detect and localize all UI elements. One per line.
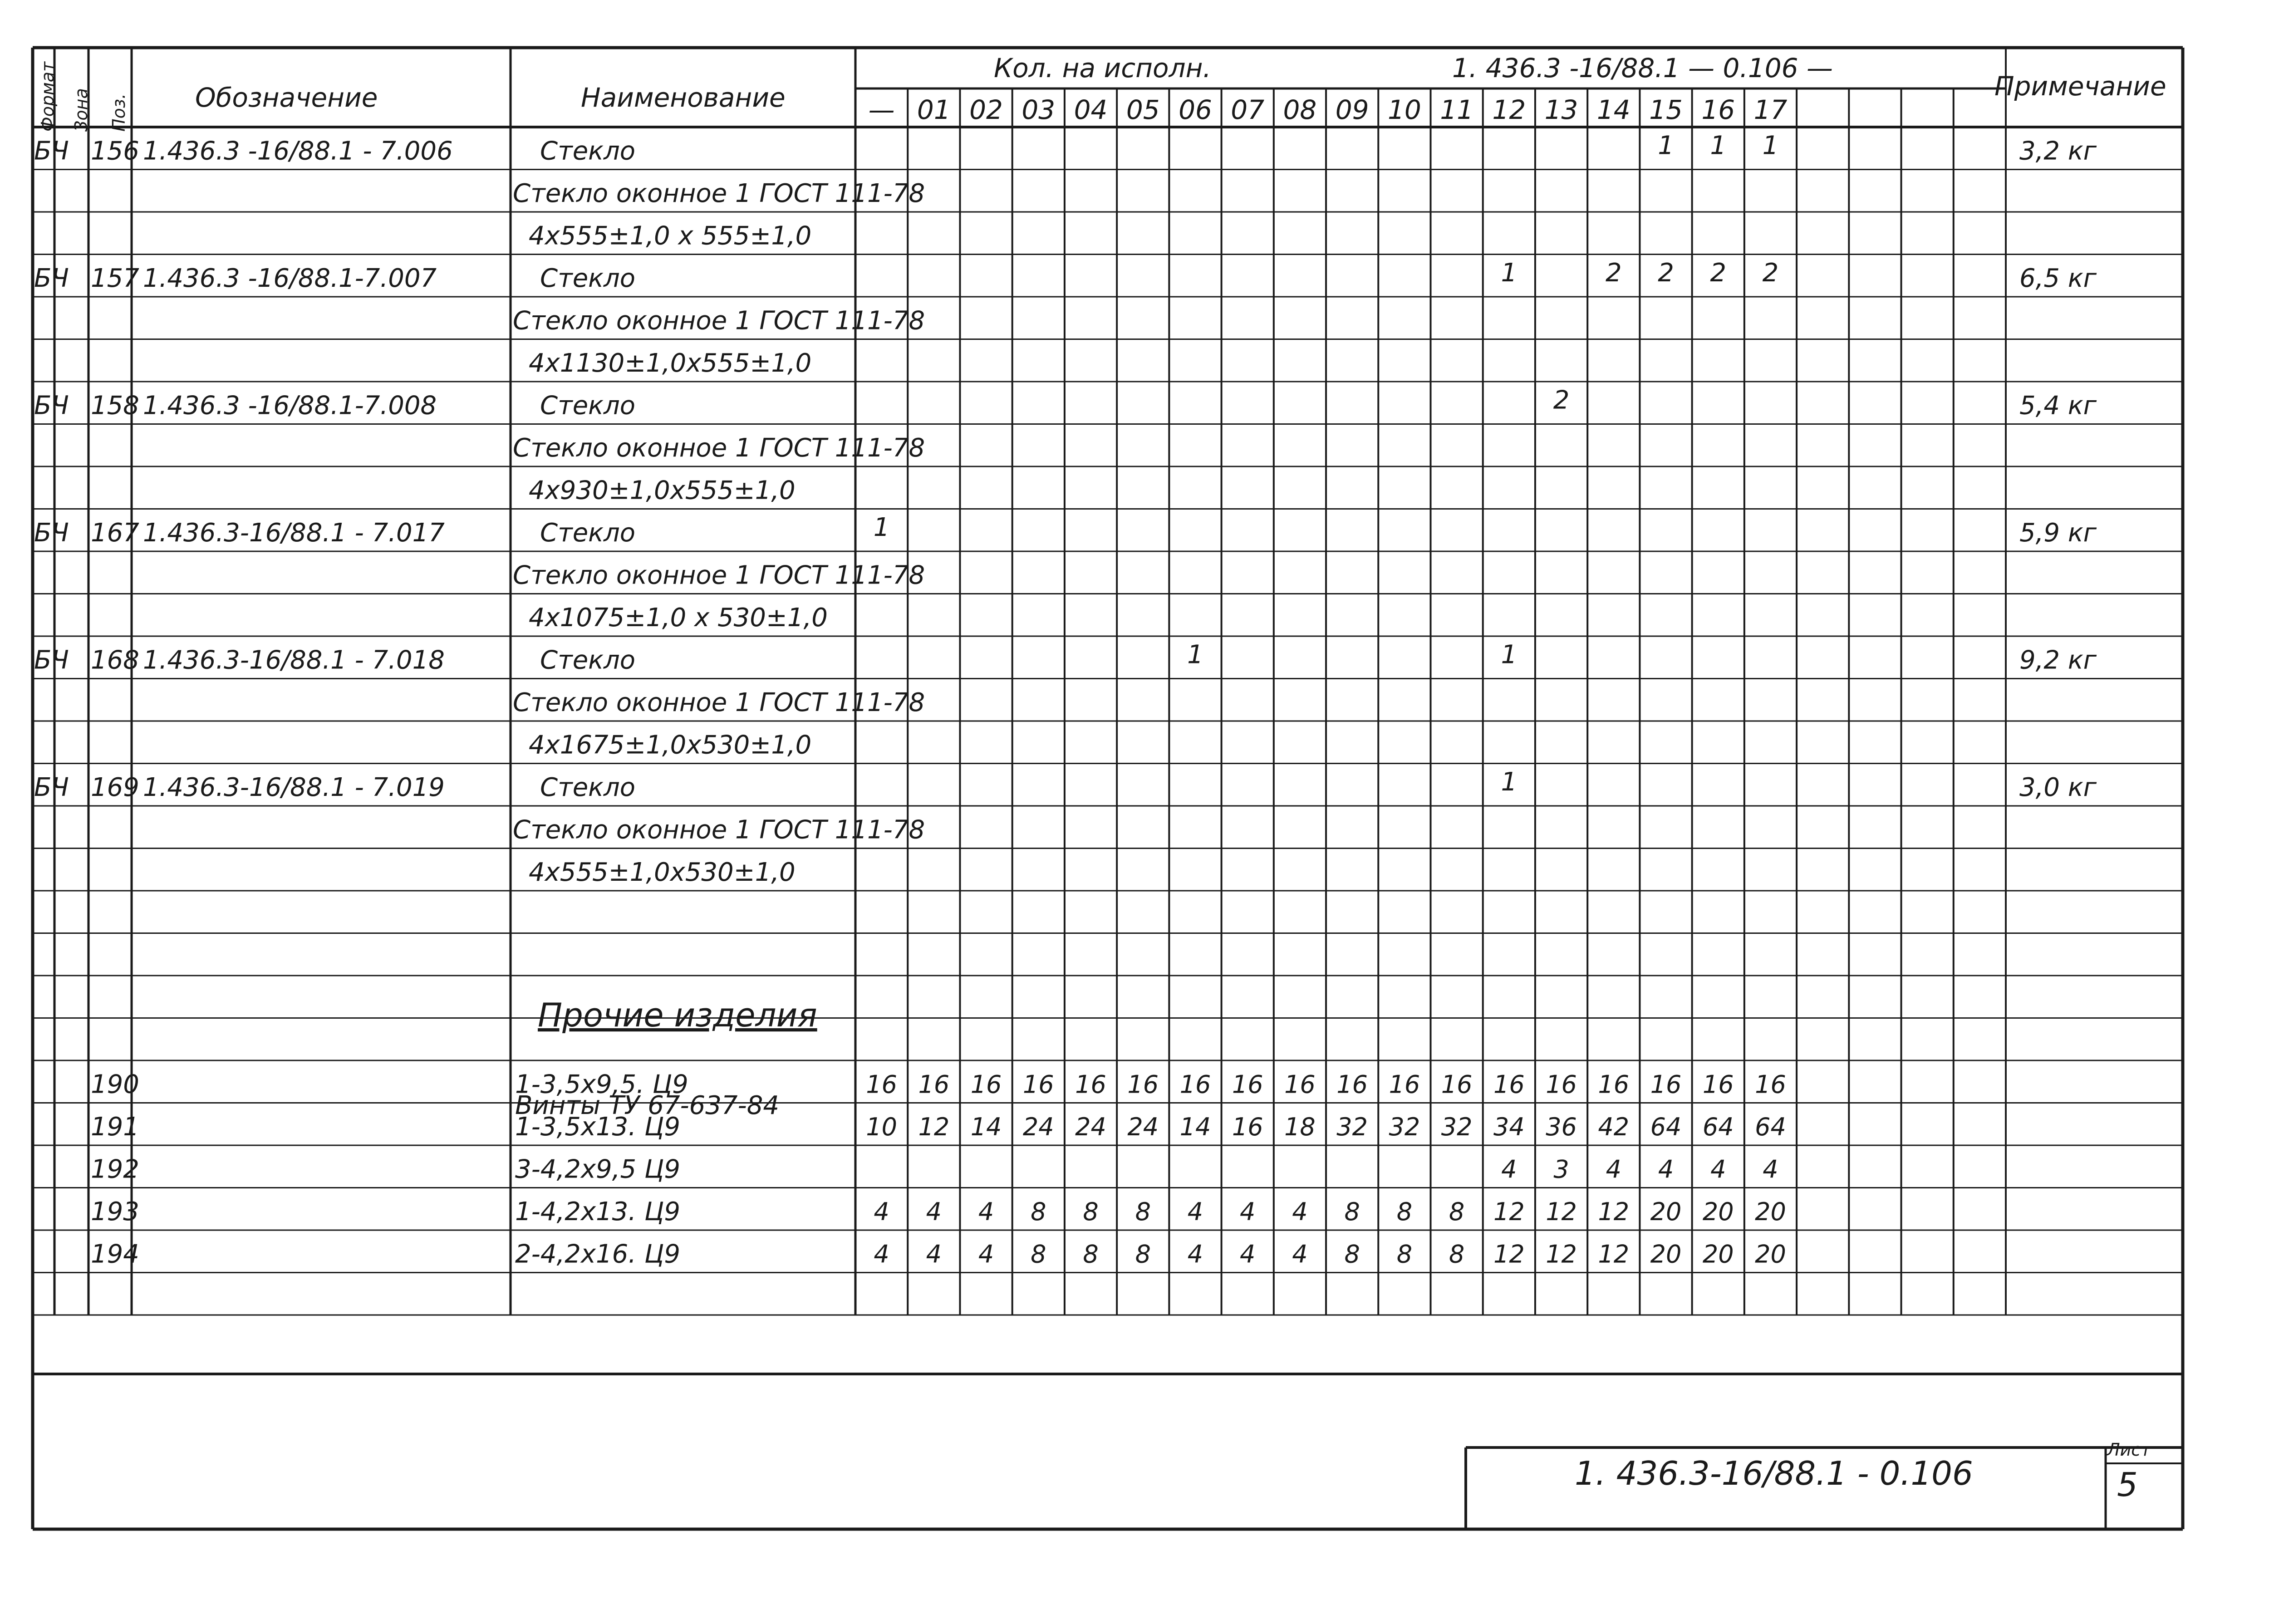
glass-row-material: Стекло оконное 1 ГОСТ 111-78 [513,688,925,717]
other-row-qty: 3 [1553,1155,1569,1184]
glass-row-pos: 158 [91,391,139,421]
other-row-qty: 16 [1232,1070,1263,1099]
variant-label: 14 [1596,94,1631,125]
other-row-qty: 16 [970,1070,1002,1099]
glass-row-name: Стекло [540,645,636,675]
other-row-name: 1-3,5x13. Ц9 [515,1112,680,1142]
variant-label: 04 [1074,94,1108,125]
other-row-qty: 8 [1396,1197,1413,1226]
other-row-pos: 192 [91,1154,139,1184]
other-row-qty: 4 [1292,1197,1308,1226]
glass-row-pos: 156 [91,136,139,166]
other-row-qty: 16 [866,1070,897,1099]
other-row-qty: 8 [1344,1240,1360,1269]
other-row-qty: 16 [1127,1070,1159,1099]
variant-label: 11 [1440,94,1474,125]
header-format: Формат [38,61,58,132]
other-row-qty: 24 [1075,1113,1106,1141]
other-row-qty: 4 [1187,1240,1203,1269]
glass-row-pos: 157 [91,264,139,293]
glass-row-qty: 1 [873,513,890,542]
other-row-name: 1-3,5x9,5. Ц9 [515,1070,688,1099]
glass-row-pos: 168 [91,645,139,675]
other-row-qty: 64 [1755,1113,1786,1141]
glass-items [34,131,2097,888]
other-row-qty: 16 [1336,1070,1368,1099]
section-subheader: Винты ТУ 67-637-84 [515,1091,780,1120]
variant-label: 01 [917,94,951,125]
other-row-qty: 16 [1650,1070,1682,1099]
glass-row-material: Стекло оконное 1 ГОСТ 111-78 [513,560,925,590]
other-row-qty: 12 [1493,1197,1525,1226]
other-row-qty: 16 [1179,1070,1211,1099]
other-row-qty: 32 [1389,1113,1420,1141]
glass-row-qty: 1 [1762,131,1779,161]
other-row-qty: 8 [1449,1240,1465,1269]
glass-row-designation: 1.436.3 -16/88.1-7.008 [143,391,437,421]
other-row-qty: 16 [1022,1070,1054,1099]
variant-label: 16 [1701,94,1735,125]
other-row-qty: 16 [1493,1070,1525,1099]
glass-row-name: Стекло [540,518,636,548]
other-row-qty: 4 [926,1240,942,1269]
glass-row-note: 5,4 кг [2019,391,2097,421]
glass-row-name: Стекло [540,264,636,293]
other-row-qty: 4 [1240,1197,1256,1226]
glass-row-size: 4x555±1,0 x 555±1,0 [529,221,812,251]
glass-row-note: 9,2 кг [2019,645,2097,675]
glass-row-note: 3,2 кг [2019,136,2097,166]
other-row-qty: 64 [1702,1113,1734,1141]
glass-row-qty: 1 [1658,131,1674,161]
glass-row-format: БЧ [34,391,69,421]
other-row-qty: 34 [1493,1113,1525,1141]
glass-row-qty: 1 [1187,640,1203,670]
glass-row-pos: 169 [91,773,139,802]
other-row-qty: 64 [1650,1113,1682,1141]
glass-row-qty: 2 [1553,385,1570,415]
glass-row-size: 4x930±1,0x555±1,0 [529,476,796,505]
other-row-qty: 4 [978,1240,994,1269]
other-row-qty: 4 [1658,1155,1674,1184]
glass-row-qty: 1 [1501,640,1518,670]
glass-row-qty: 2 [1710,258,1727,288]
other-row-name: 1-4,2x13. Ц9 [515,1197,680,1227]
glass-row-format: БЧ [34,136,69,166]
other-row-qty: 4 [874,1197,889,1226]
header-qty-title: Кол. на исполн. [994,53,1211,83]
variant-label: 10 [1387,94,1421,125]
other-row-qty: 12 [1598,1197,1630,1226]
header-name: Наименование [581,82,786,113]
other-row-qty: 24 [1022,1113,1054,1141]
variant-label: 15 [1649,94,1683,125]
other-row-qty: 8 [1031,1197,1046,1226]
other-row-qty: 8 [1083,1240,1099,1269]
other-row-qty: 4 [926,1197,942,1226]
glass-row-size: 4x555±1,0x530±1,0 [529,858,796,887]
glass-row-qty: 1 [1710,131,1727,161]
other-row-qty: 4 [1187,1197,1203,1226]
variant-label: 05 [1126,94,1160,125]
other-row-qty: 12 [1546,1197,1577,1226]
other-row-qty: 16 [1702,1070,1734,1099]
variant-label: 08 [1283,94,1317,125]
glass-row-name: Стекло [540,773,636,802]
variant-header-row [869,94,1788,125]
other-row-qty: 12 [918,1113,950,1141]
variant-label: 03 [1022,94,1056,125]
other-row-qty: 16 [1441,1070,1473,1099]
other-row-name: 2-4,2x16. Ц9 [515,1239,680,1269]
other-row-qty: 4 [1763,1155,1778,1184]
header-note: Примечание [1994,71,2166,102]
glass-row-qty: 1 [1501,258,1518,288]
header-zone: Зона [71,88,91,132]
other-row-qty: 12 [1598,1240,1630,1269]
glass-row-name: Стекло [540,136,636,166]
glass-row-designation: 1.436.3 -16/88.1 - 7.006 [143,136,453,166]
stamp-sheet-label: Лист [2107,1440,2151,1460]
other-items [91,1070,1786,1269]
stamp-sheet-number: 5 [2117,1466,2138,1504]
other-row-qty: 14 [1179,1113,1211,1141]
header-pos: Поз. [109,93,129,132]
other-row-qty: 4 [978,1197,994,1226]
other-row-qty: 32 [1336,1113,1368,1141]
other-row-qty: 24 [1127,1113,1159,1141]
other-row-pos: 191 [91,1112,139,1142]
other-row-qty: 12 [1546,1240,1577,1269]
glass-row-name: Стекло [540,391,636,421]
other-row-qty: 16 [1389,1070,1420,1099]
other-row-qty: 8 [1449,1197,1465,1226]
other-row-pos: 193 [91,1197,139,1227]
variant-label: 07 [1231,94,1265,125]
other-row-qty: 8 [1083,1197,1099,1226]
other-row-qty: 8 [1396,1240,1413,1269]
other-row-qty: 16 [1075,1070,1106,1099]
other-row-qty: 16 [1546,1070,1577,1099]
variant-label: 09 [1335,94,1369,125]
glass-row-material: Стекло оконное 1 ГОСТ 111-78 [513,306,925,336]
variant-label: — [868,94,895,125]
glass-row-format: БЧ [34,645,69,675]
glass-row-note: 5,9 кг [2019,518,2097,548]
glass-row-designation: 1.436.3 -16/88.1-7.007 [143,264,437,293]
other-row-qty: 20 [1755,1240,1786,1269]
other-row-qty: 4 [1710,1155,1726,1184]
other-row-qty: 8 [1344,1197,1360,1226]
other-row-qty: 20 [1650,1240,1682,1269]
glass-row-material: Стекло оконное 1 ГОСТ 111-78 [513,815,925,845]
other-row-pos: 194 [91,1239,139,1269]
other-row-qty: 16 [1284,1070,1316,1099]
other-row-qty: 42 [1598,1113,1630,1141]
glass-row-designation: 1.436.3-16/88.1 - 7.018 [143,645,445,675]
glass-row-format: БЧ [34,773,69,802]
other-row-qty: 36 [1546,1113,1577,1141]
header-qty-doc: 1. 436.3 -16/88.1 — 0.106 — [1452,53,1833,83]
glass-row-note: 6,5 кг [2019,264,2097,293]
other-row-qty: 16 [918,1070,950,1099]
variant-label: 12 [1492,94,1526,125]
glass-row-qty: 2 [1762,258,1779,288]
other-row-qty: 20 [1702,1240,1734,1269]
glass-row-designation: 1.436.3-16/88.1 - 7.019 [143,773,445,802]
other-row-qty: 4 [1606,1155,1621,1184]
glass-row-material: Стекло оконное 1 ГОСТ 111-78 [513,179,925,208]
other-row-qty: 16 [1232,1113,1263,1141]
other-row-qty: 32 [1441,1113,1473,1141]
other-row-qty: 4 [874,1240,889,1269]
glass-row-material: Стекло оконное 1 ГОСТ 111-78 [513,433,925,463]
glass-row-note: 3,0 кг [2019,773,2097,802]
other-row-qty: 4 [1292,1240,1308,1269]
other-row-pos: 190 [91,1070,139,1099]
other-row-qty: 8 [1135,1197,1151,1226]
variant-label: 02 [969,94,1003,125]
glass-row-qty: 2 [1658,258,1674,288]
glass-row-format: БЧ [34,264,69,293]
other-row-qty: 10 [866,1113,897,1141]
other-row-name: 3-4,2x9,5 Ц9 [515,1154,680,1184]
glass-row-qty: 2 [1605,258,1622,288]
glass-row-size: 4x1675±1,0x530±1,0 [529,730,812,760]
other-row-qty: 20 [1702,1197,1734,1226]
other-row-qty: 20 [1755,1197,1786,1226]
other-row-qty: 16 [1755,1070,1786,1099]
other-row-qty: 4 [1501,1155,1517,1184]
other-row-qty: 16 [1598,1070,1630,1099]
glass-row-pos: 167 [91,518,139,548]
stamp-doc-number: 1. 436.3-16/88.1 - 0.106 [1575,1454,1973,1492]
glass-row-size: 4x1130±1,0x555±1,0 [529,348,812,378]
other-row-qty: 4 [1240,1240,1256,1269]
other-row-qty: 8 [1135,1240,1151,1269]
glass-row-format: БЧ [34,518,69,548]
other-row-qty: 18 [1284,1113,1316,1141]
other-row-qty: 8 [1031,1240,1046,1269]
glass-row-size: 4x1075±1,0 x 530±1,0 [529,603,828,633]
glass-row-designation: 1.436.3-16/88.1 - 7.017 [143,518,445,548]
header-designation: Обозначение [195,82,378,113]
section-title: Прочие изделия [538,996,817,1034]
variant-label: 06 [1179,94,1212,125]
other-row-qty: 14 [970,1113,1002,1141]
other-row-qty: 20 [1650,1197,1682,1226]
variant-label: 13 [1544,94,1578,125]
variant-label: 17 [1753,94,1788,125]
other-row-qty: 12 [1493,1240,1525,1269]
glass-row-qty: 1 [1501,767,1518,797]
